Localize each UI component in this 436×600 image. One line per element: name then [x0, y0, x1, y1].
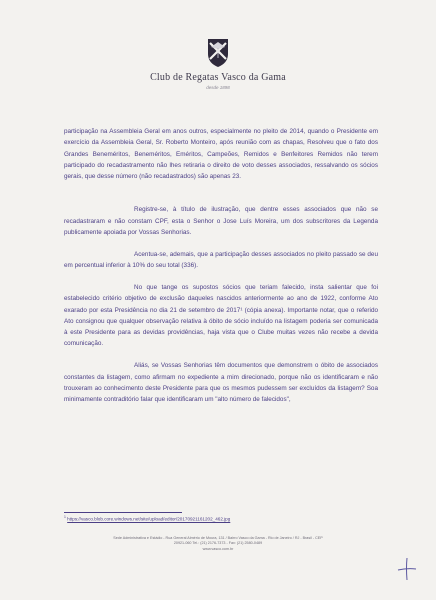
paragraph: Aliás, se Vossas Senhorias têm documentos que demonstrem o óbito de associados constantes da listagem, como afirmam no expediente a mim direcionado, porque não os identificaram e não trouxeram ao conhecimento deste Presidente para que os mesmos pudessem ser excluídos da listagem? Soa minimamente contraditório falar que identificaram um "alto número de falecidos", — [64, 362, 378, 404]
footnote-link[interactable]: https://vasco.blob.core.windows.net/site/upload/editor/20170921161202_462.jpg — [67, 516, 231, 522]
club-name: Club de Regatas Vasco da Gama — [150, 72, 286, 83]
handwritten-signature-mark — [396, 556, 418, 582]
letterhead-footer — [0, 536, 436, 552]
footer-phone: 20921-060 Tel.: (21) 2176-7373 - Fax: (21) 2580-0489 — [173, 541, 263, 546]
footnote-number: 1 — [64, 515, 66, 519]
footnote-separator — [64, 512, 182, 513]
club-founded-note: desde 1898 — [206, 85, 230, 90]
footer-address: Sede Administrativa e Estádio - Rua General Almério de Moura, 131 / Bairro Vasco da Gama - Rio de Janeiro / RJ - Brasil - CEP — [113, 536, 323, 540]
paragraph: Registre-se, à título de ilustração, que dentre esses associados que não se recadastraram e não constam CPF, esta o Senhor o Jose Luís Moreira, um dos subscritores da Legenda publicamente apoiada por Vossas Senhorias. — [64, 206, 378, 237]
paragraph: Acentua-se, ademais, que a participação desses associados no pleito passado se deu em percentual inferior à 10% do seu total (336). — [64, 250, 378, 270]
footnote — [64, 515, 384, 522]
paragraph: participação na Assembleia Geral em anos outros, especialmente no pleito de 2014, quando o Presidente em exercício da Assembleia Geral, Sr. Roberto Monteiro, após reunião com as chapas, Resolveu que o fato dos Grandes Beneméritos, Beneméritos, Eméritos, Campeões, Remidos e Benfeitores Remidos não terem participado do recadastramento não lhes retiraria o direito de voto desses associados, ressalvando os sócios gerais, que desse número (não recadastrados) são apenas 23. — [64, 128, 378, 181]
paragraph: No que tange os supostos sócios que teriam falecido, insta salientar que foi estabelecido critério objetivo de exclusão daqueles nascidos anteriormente ao ano de 1922, conforme Ato exarado por esta Presidência no dia 21 de setembro de 2017¹ (cópia anexa). Importante notar, que o referido Ato consignou que qualquer observação relativa à óbito de sócio incluído na listagem poderia ser comunicada à este Presidente para as devidas providências, haja vista que o Clube muitas vezes não recebe a devida comunicação. — [64, 283, 378, 348]
footer-website: www.vasco.com.br — [202, 546, 234, 551]
letter-body — [64, 126, 378, 416]
vasco-crest-logo — [206, 38, 230, 68]
